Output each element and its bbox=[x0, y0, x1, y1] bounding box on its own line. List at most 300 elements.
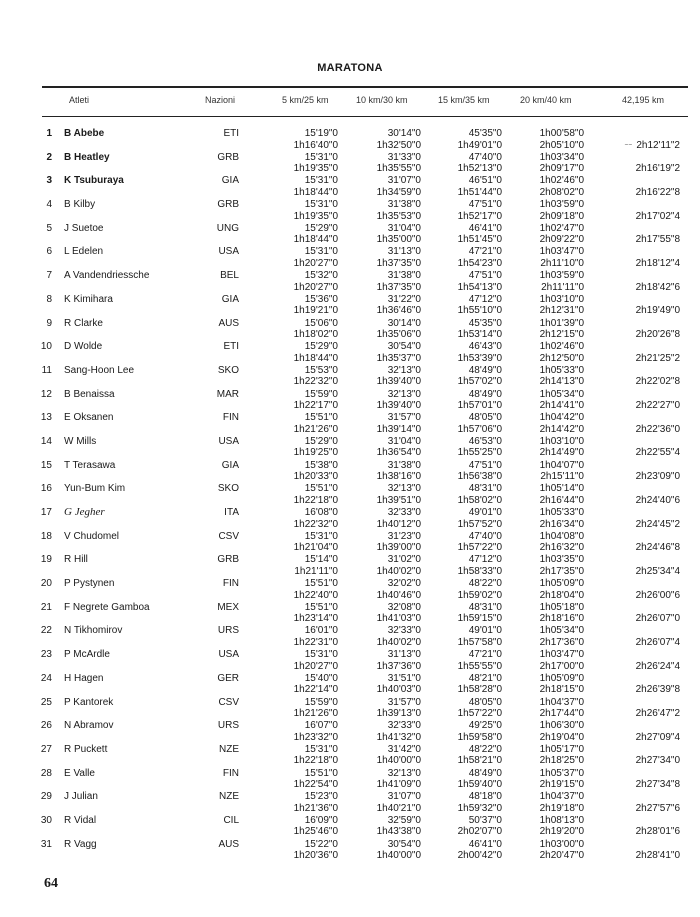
split-40km: 2h14'41"0 bbox=[539, 400, 584, 412]
rank: 5 bbox=[46, 222, 52, 234]
split-5km: 15'51"0 bbox=[304, 483, 338, 495]
nation-code: CSV bbox=[218, 530, 239, 542]
final-time: 2h26'07"0 bbox=[635, 613, 680, 625]
split-20km: 1h05'33"0 bbox=[539, 364, 584, 376]
split-20km: 1h04'37"0 bbox=[539, 696, 584, 708]
split-25km: 1h19'25"0 bbox=[293, 447, 338, 459]
nation-code: BEL bbox=[220, 270, 239, 282]
split-35km: 1h57'01"0 bbox=[457, 400, 502, 412]
split-25km: 1h19'35"0 bbox=[293, 163, 338, 175]
final-time: 2h24'45"2 bbox=[635, 518, 680, 530]
rank: 19 bbox=[40, 554, 52, 566]
split-35km: 1h52'17"0 bbox=[457, 210, 502, 222]
athlete-name: W Mills bbox=[64, 435, 97, 447]
athlete-name: H Hagen bbox=[64, 672, 104, 684]
split-30km: 1h37'36"0 bbox=[376, 660, 421, 672]
split-10km: 31'57"0 bbox=[387, 412, 421, 424]
split-20km: 1h03'47"0 bbox=[539, 649, 584, 661]
split-25km: 1h20'27"0 bbox=[293, 281, 338, 293]
split-25km: 1h25'46"0 bbox=[293, 826, 338, 838]
split-5km: 15'51"0 bbox=[304, 767, 338, 779]
table-row bbox=[0, 389, 700, 413]
split-10km: 31'38"0 bbox=[387, 270, 421, 282]
athlete-name: P Kantorek bbox=[64, 696, 114, 708]
table-row bbox=[0, 602, 700, 626]
split-20km: 1h04'42"0 bbox=[539, 412, 584, 424]
table-row bbox=[0, 744, 700, 768]
split-25km: 1h18'44"0 bbox=[293, 352, 338, 364]
rank: 17 bbox=[40, 507, 52, 518]
split-30km: 1h35'00"0 bbox=[376, 234, 421, 246]
split-20km: 1h05'17"0 bbox=[539, 743, 584, 755]
split-40km: 2h16'34"0 bbox=[539, 518, 584, 530]
split-25km: 1h22'18"0 bbox=[293, 755, 338, 767]
athlete-name: R Clarke bbox=[64, 317, 103, 329]
split-10km: 32'13"0 bbox=[387, 767, 421, 779]
split-25km: 1h22'17"0 bbox=[293, 400, 338, 412]
table-row bbox=[0, 175, 700, 199]
table-row bbox=[0, 720, 700, 744]
split-40km: 2h09'17"0 bbox=[539, 163, 584, 175]
split-5km: 15'29"0 bbox=[304, 435, 338, 447]
split-30km: 1h35'37"0 bbox=[376, 352, 421, 364]
header-athletes: Atleti bbox=[69, 95, 90, 105]
split-25km: 1h20'27"0 bbox=[293, 660, 338, 672]
table-row bbox=[0, 554, 700, 578]
rank: 14 bbox=[40, 435, 52, 447]
split-40km: 2h18'15"0 bbox=[539, 684, 584, 696]
split-5km: 15'32"0 bbox=[304, 270, 338, 282]
split-30km: 1h39'00"0 bbox=[376, 542, 421, 554]
split-25km: 1h22'18"0 bbox=[293, 494, 338, 506]
split-15km: 45'35"0 bbox=[468, 317, 502, 329]
split-10km: 32'13"0 bbox=[387, 388, 421, 400]
split-5km: 15'53"0 bbox=[304, 364, 338, 376]
split-30km: 1h40'02"0 bbox=[376, 565, 421, 577]
split-10km: 31'23"0 bbox=[387, 530, 421, 542]
split-35km: 1h56'38"0 bbox=[457, 471, 502, 483]
split-30km: 1h36'54"0 bbox=[376, 447, 421, 459]
split-40km: 2h16'32"0 bbox=[539, 542, 584, 554]
nation-code: GRB bbox=[217, 554, 239, 566]
table-row bbox=[0, 649, 700, 673]
table-row bbox=[0, 673, 700, 697]
nation-code: ETI bbox=[223, 341, 239, 353]
table-row bbox=[0, 246, 700, 270]
split-20km: 1h05'14"0 bbox=[539, 483, 584, 495]
split-40km: 2h15'11"0 bbox=[540, 471, 584, 483]
split-30km: 1h36'46"0 bbox=[376, 305, 421, 317]
final-time: 2h17'02"4 bbox=[635, 210, 680, 222]
split-20km: 1h05'33"0 bbox=[539, 507, 584, 518]
split-25km: 1h21'26"0 bbox=[293, 708, 338, 719]
split-35km: 1h57'22"0 bbox=[457, 542, 502, 554]
split-5km: 15'14"0 bbox=[304, 554, 338, 566]
split-20km: 1h02'46"0 bbox=[539, 341, 584, 353]
split-5km: 16'01"0 bbox=[304, 625, 338, 637]
athlete-name: A Vandendriessche bbox=[64, 270, 150, 282]
rank: 12 bbox=[40, 388, 52, 400]
table-row bbox=[0, 199, 700, 223]
rank: 28 bbox=[40, 767, 52, 779]
nation-code: ITA bbox=[224, 507, 239, 518]
split-5km: 15'38"0 bbox=[304, 459, 338, 471]
split-35km: 1h53'14"0 bbox=[457, 329, 502, 340]
split-30km: 1h39'51"0 bbox=[376, 494, 421, 506]
split-10km: 30'14"0 bbox=[387, 317, 421, 329]
split-40km: 2h20'47"0 bbox=[539, 850, 584, 862]
split-20km: 1h04'37"0 bbox=[539, 791, 584, 803]
split-35km: 1h57'02"0 bbox=[457, 376, 502, 388]
final-time: 2h27'57"6 bbox=[635, 802, 680, 814]
split-25km: 1h16'40"0 bbox=[293, 139, 338, 151]
split-30km: 1h35'06"0 bbox=[376, 329, 421, 340]
final-time: 2h28'01"6 bbox=[635, 826, 680, 838]
split-15km: 47'21"0 bbox=[468, 246, 502, 258]
split-10km: 31'22"0 bbox=[387, 293, 421, 305]
split-5km: 15'40"0 bbox=[304, 672, 338, 684]
split-30km: 1h41'32"0 bbox=[376, 731, 421, 743]
table-row bbox=[0, 578, 700, 602]
split-10km: 31'02"0 bbox=[387, 554, 421, 566]
rank: 21 bbox=[40, 601, 52, 613]
rank: 7 bbox=[46, 270, 52, 282]
athlete-name: R Vidal bbox=[64, 814, 97, 826]
final-time: 2h26'39"8 bbox=[635, 684, 680, 696]
table-row bbox=[0, 365, 700, 389]
nation-code: ETI bbox=[223, 128, 239, 139]
split-20km: 1h06'30"0 bbox=[539, 720, 584, 732]
header-top-rule bbox=[42, 86, 688, 88]
split-30km: 1h39'13"0 bbox=[376, 708, 421, 719]
split-30km: 1h34'59"0 bbox=[376, 186, 421, 198]
table-row bbox=[0, 294, 700, 318]
split-30km: 1h35'55"0 bbox=[376, 163, 421, 175]
split-30km: 1h41'03"0 bbox=[376, 613, 421, 625]
split-5km: 15'31"0 bbox=[304, 199, 338, 211]
split-5km: 15'19"0 bbox=[304, 128, 338, 139]
split-40km: 2h19'04"0 bbox=[539, 731, 584, 743]
split-40km: 2h09'18"0 bbox=[539, 210, 584, 222]
split-5km: 15'31"0 bbox=[304, 649, 338, 661]
rank: 2 bbox=[46, 151, 52, 163]
split-25km: 1h18'02"0 bbox=[293, 329, 338, 340]
split-15km: 48'22"0 bbox=[468, 743, 502, 755]
final-time: 2h24'46"8 bbox=[635, 542, 680, 554]
table-row bbox=[0, 436, 700, 460]
split-40km: 2h19'15"0 bbox=[539, 779, 584, 791]
split-10km: 32'59"0 bbox=[387, 814, 421, 826]
split-20km: 1h05'34"0 bbox=[539, 388, 584, 400]
athlete-name: L Edelen bbox=[64, 246, 104, 258]
nation-code: GIA bbox=[221, 293, 239, 305]
split-40km: 2h12'31"0 bbox=[539, 305, 584, 317]
split-5km: 15'31"0 bbox=[304, 175, 338, 187]
split-30km: 1h41'09"0 bbox=[376, 779, 421, 791]
split-10km: 32'33"0 bbox=[387, 625, 421, 637]
final-time: 2h22'36"0 bbox=[635, 423, 680, 435]
split-20km: 1h05'09"0 bbox=[539, 672, 584, 684]
split-35km: 1h59'02"0 bbox=[457, 589, 502, 601]
split-30km: 1h38'16"0 bbox=[376, 471, 421, 483]
final-time: 2h27'09"4 bbox=[635, 731, 680, 743]
split-25km: 1h21'26"0 bbox=[293, 423, 338, 435]
final-time: 2h17'55"8 bbox=[635, 234, 680, 246]
final-time: 2h26'24"4 bbox=[635, 660, 680, 672]
split-10km: 31'04"0 bbox=[387, 435, 421, 447]
table-row bbox=[0, 412, 700, 436]
split-20km: 1h05'18"0 bbox=[539, 601, 584, 613]
split-35km: 1h59'58"0 bbox=[457, 731, 502, 743]
nation-code: USA bbox=[218, 246, 239, 258]
final-time: 2h22'55"4 bbox=[635, 447, 680, 459]
results-table bbox=[0, 128, 700, 862]
split-25km: 1h19'35"0 bbox=[293, 210, 338, 222]
split-10km: 31'38"0 bbox=[387, 459, 421, 471]
split-40km: 2h17'00"0 bbox=[539, 660, 584, 672]
split-40km: 2h14'42"0 bbox=[539, 423, 584, 435]
rank: 18 bbox=[40, 530, 52, 542]
split-20km: 1h01'39"0 bbox=[539, 317, 584, 329]
table-row bbox=[0, 791, 700, 815]
split-5km: 15'31"0 bbox=[304, 743, 338, 755]
split-35km: 1h57'52"0 bbox=[457, 518, 502, 530]
rank: 20 bbox=[40, 578, 52, 590]
final-time: 2h26'07"4 bbox=[635, 636, 680, 648]
split-20km: 1h02'47"0 bbox=[539, 222, 584, 234]
split-25km: 1h22'32"0 bbox=[293, 376, 338, 388]
athlete-name: D Wolde bbox=[64, 341, 103, 353]
split-40km: 2h08'02"0 bbox=[539, 186, 584, 198]
split-40km: 2h14'49"0 bbox=[539, 447, 584, 459]
split-25km: 1h18'44"0 bbox=[293, 234, 338, 246]
split-25km: 1h22'40"0 bbox=[293, 589, 338, 601]
split-35km: 2h02'07"0 bbox=[457, 826, 502, 838]
split-35km: 1h59'40"0 bbox=[457, 779, 502, 791]
split-40km: 2h11'11"0 bbox=[541, 281, 584, 293]
split-35km: 1h51'44"0 bbox=[457, 186, 502, 198]
split-15km: 48'22"0 bbox=[468, 578, 502, 590]
rank: 30 bbox=[40, 814, 52, 826]
split-25km: 1h21'04"0 bbox=[293, 542, 338, 554]
split-40km: 2h11'10"0 bbox=[540, 257, 584, 269]
split-35km: 1h58'33"0 bbox=[457, 565, 502, 577]
nation-code: CIL bbox=[223, 814, 239, 826]
split-40km: 2h17'36"0 bbox=[539, 636, 584, 648]
athlete-name: E Valle bbox=[64, 767, 95, 779]
split-10km: 31'38"0 bbox=[387, 199, 421, 211]
split-35km: 1h49'01"0 bbox=[457, 139, 502, 151]
athlete-name: B Abebe bbox=[64, 128, 105, 139]
split-15km: 48'49"0 bbox=[468, 388, 502, 400]
athlete-name: R Vagg bbox=[64, 838, 97, 850]
table-row bbox=[0, 270, 700, 294]
split-15km: 46'41"0 bbox=[468, 838, 502, 850]
nation-code: GRB bbox=[217, 151, 239, 163]
athlete-name: Sang-Hoon Lee bbox=[64, 364, 135, 376]
split-15km: 47'21"0 bbox=[468, 649, 502, 661]
table-row bbox=[0, 152, 700, 176]
athlete-name: R Hill bbox=[64, 554, 88, 566]
split-25km: 1h20'27"0 bbox=[293, 257, 338, 269]
page-number: 64 bbox=[44, 876, 58, 891]
split-10km: 32'08"0 bbox=[387, 601, 421, 613]
split-10km: 31'42"0 bbox=[387, 743, 421, 755]
split-30km: 1h37'35"0 bbox=[376, 257, 421, 269]
table-row bbox=[0, 460, 700, 484]
split-20km: 1h05'37"0 bbox=[539, 767, 584, 779]
split-35km: 1h58'21"0 bbox=[457, 755, 502, 767]
split-35km: 1h57'22"0 bbox=[457, 708, 502, 719]
split-10km: 32'13"0 bbox=[387, 364, 421, 376]
split-25km: 1h19'21"0 bbox=[293, 305, 338, 317]
nation-code: GER bbox=[217, 672, 239, 684]
split-30km: 1h32'50"0 bbox=[376, 139, 421, 151]
split-15km: 48'31"0 bbox=[468, 601, 502, 613]
split-30km: 1h43'38"0 bbox=[376, 826, 421, 838]
split-5km: 15'31"0 bbox=[304, 530, 338, 542]
header-bottom-rule bbox=[42, 116, 688, 117]
split-30km: 1h40'12"0 bbox=[376, 518, 421, 530]
rank: 16 bbox=[40, 483, 52, 495]
split-40km: 2h19'18"0 bbox=[539, 802, 584, 814]
split-35km: 1h52'13"0 bbox=[457, 163, 502, 175]
final-time: 2h26'00"6 bbox=[635, 589, 680, 601]
split-30km: 1h40'02"0 bbox=[376, 636, 421, 648]
split-20km: 1h00'58"0 bbox=[539, 128, 584, 139]
split-15km: 46'53"0 bbox=[468, 435, 502, 447]
athlete-name: B Heatley bbox=[64, 151, 110, 163]
split-10km: 31'33"0 bbox=[387, 151, 421, 163]
split-10km: 31'13"0 bbox=[387, 649, 421, 661]
athlete-name: V Chudomel bbox=[64, 530, 120, 542]
rank: 9 bbox=[46, 317, 52, 329]
split-10km: 31'51"0 bbox=[387, 672, 421, 684]
athlete-name: N Tikhomirov bbox=[64, 625, 123, 637]
split-15km: 48'05"0 bbox=[468, 412, 502, 424]
split-5km: 15'59"0 bbox=[304, 388, 338, 400]
split-10km: 32'33"0 bbox=[387, 507, 421, 518]
split-5km: 15'36"0 bbox=[304, 293, 338, 305]
split-25km: 1h22'54"0 bbox=[293, 779, 338, 791]
table-row bbox=[0, 507, 700, 531]
split-20km: 1h03'35"0 bbox=[539, 554, 584, 566]
split-5km: 15'29"0 bbox=[304, 341, 338, 353]
rank: 15 bbox=[40, 459, 52, 471]
record-mark: ⌢⌢ bbox=[624, 141, 633, 148]
athlete-name: B Benaissa bbox=[64, 388, 115, 400]
table-row bbox=[0, 483, 700, 507]
split-40km: 2h19'20"0 bbox=[539, 826, 584, 838]
split-15km: 46'41"0 bbox=[468, 222, 502, 234]
split-15km: 47'51"0 bbox=[468, 270, 502, 282]
nation-code: USA bbox=[218, 435, 239, 447]
split-25km: 1h22'31"0 bbox=[293, 636, 338, 648]
split-20km: 1h02'46"0 bbox=[539, 175, 584, 187]
split-30km: 1h40'21"0 bbox=[376, 802, 421, 814]
athlete-name: G Jegher bbox=[64, 506, 105, 518]
athlete-name: N Abramov bbox=[64, 720, 114, 732]
rank: 25 bbox=[40, 696, 52, 708]
athlete-name: K Kimihara bbox=[64, 293, 113, 305]
nation-code: URS bbox=[217, 720, 239, 732]
split-25km: 1h21'36"0 bbox=[293, 802, 338, 814]
split-15km: 48'49"0 bbox=[468, 767, 502, 779]
nation-code: USA bbox=[218, 649, 239, 661]
split-10km: 30'14"0 bbox=[387, 128, 421, 139]
table-row bbox=[0, 223, 700, 247]
split-15km: 48'31"0 bbox=[468, 483, 502, 495]
nation-code: GIA bbox=[221, 459, 239, 471]
split-30km: 1h39'40"0 bbox=[376, 400, 421, 412]
athlete-name: K Tsuburaya bbox=[64, 175, 124, 187]
split-30km: 1h39'40"0 bbox=[376, 376, 421, 388]
split-35km: 1h57'58"0 bbox=[457, 636, 502, 648]
final-time: 2h20'26"8 bbox=[635, 329, 680, 340]
nation-code: NZE bbox=[219, 743, 239, 755]
split-40km: 2h09'22"0 bbox=[539, 234, 584, 246]
athlete-name: Yun-Bum Kim bbox=[64, 483, 126, 495]
split-10km: 31'57"0 bbox=[387, 696, 421, 708]
rank: 13 bbox=[40, 412, 52, 424]
split-30km: 1h39'14"0 bbox=[376, 423, 421, 435]
split-10km: 31'13"0 bbox=[387, 246, 421, 258]
split-5km: 15'23"0 bbox=[304, 791, 338, 803]
nation-code: MEX bbox=[217, 601, 239, 613]
split-25km: 1h22'32"0 bbox=[293, 518, 338, 530]
rank: 6 bbox=[46, 246, 52, 258]
split-40km: 2h14'13"0 bbox=[539, 376, 584, 388]
split-15km: 47'51"0 bbox=[468, 199, 502, 211]
split-5km: 16'07"0 bbox=[304, 720, 338, 732]
header-nations: Nazioni bbox=[205, 95, 236, 105]
nation-code: GIA bbox=[221, 175, 239, 187]
rank: 3 bbox=[46, 175, 52, 187]
final-time: 2h19'49"0 bbox=[635, 305, 680, 317]
header-final: 42,195 km bbox=[622, 95, 665, 105]
table-row bbox=[0, 839, 700, 863]
rank: 1 bbox=[46, 128, 52, 139]
athlete-name: T Terasawa bbox=[64, 459, 116, 471]
split-30km: 1h37'35"0 bbox=[376, 281, 421, 293]
split-35km: 1h53'39"0 bbox=[457, 352, 502, 364]
nation-code: CSV bbox=[218, 696, 239, 708]
split-15km: 48'18"0 bbox=[468, 791, 502, 803]
table-row bbox=[0, 341, 700, 365]
final-time: 2h18'12"4 bbox=[635, 257, 680, 269]
split-5km: 15'31"0 bbox=[304, 246, 338, 258]
split-15km: 49'01"0 bbox=[468, 625, 502, 637]
final-time: 2h16'22"8 bbox=[635, 186, 680, 198]
split-40km: 2h17'44"0 bbox=[539, 708, 584, 719]
split-25km: 1h20'33"0 bbox=[293, 471, 338, 483]
nation-code: URS bbox=[217, 625, 239, 637]
split-15km: 47'40"0 bbox=[468, 151, 502, 163]
split-15km: 48'21"0 bbox=[468, 672, 502, 684]
split-20km: 1h03'10"0 bbox=[539, 435, 584, 447]
rank: 24 bbox=[40, 672, 52, 684]
final-time: 2h21'25"2 bbox=[635, 352, 680, 364]
athlete-name: R Puckett bbox=[64, 743, 108, 755]
rank: 31 bbox=[40, 838, 52, 850]
split-35km: 1h58'02"0 bbox=[457, 494, 502, 506]
split-10km: 30'54"0 bbox=[387, 838, 421, 850]
final-time: 2h27'34"0 bbox=[635, 755, 680, 767]
final-time: 2h27'34"8 bbox=[635, 779, 680, 791]
page-title: MARATONA bbox=[317, 62, 383, 74]
split-5km: 15'51"0 bbox=[304, 578, 338, 590]
nation-code: GRB bbox=[217, 199, 239, 211]
